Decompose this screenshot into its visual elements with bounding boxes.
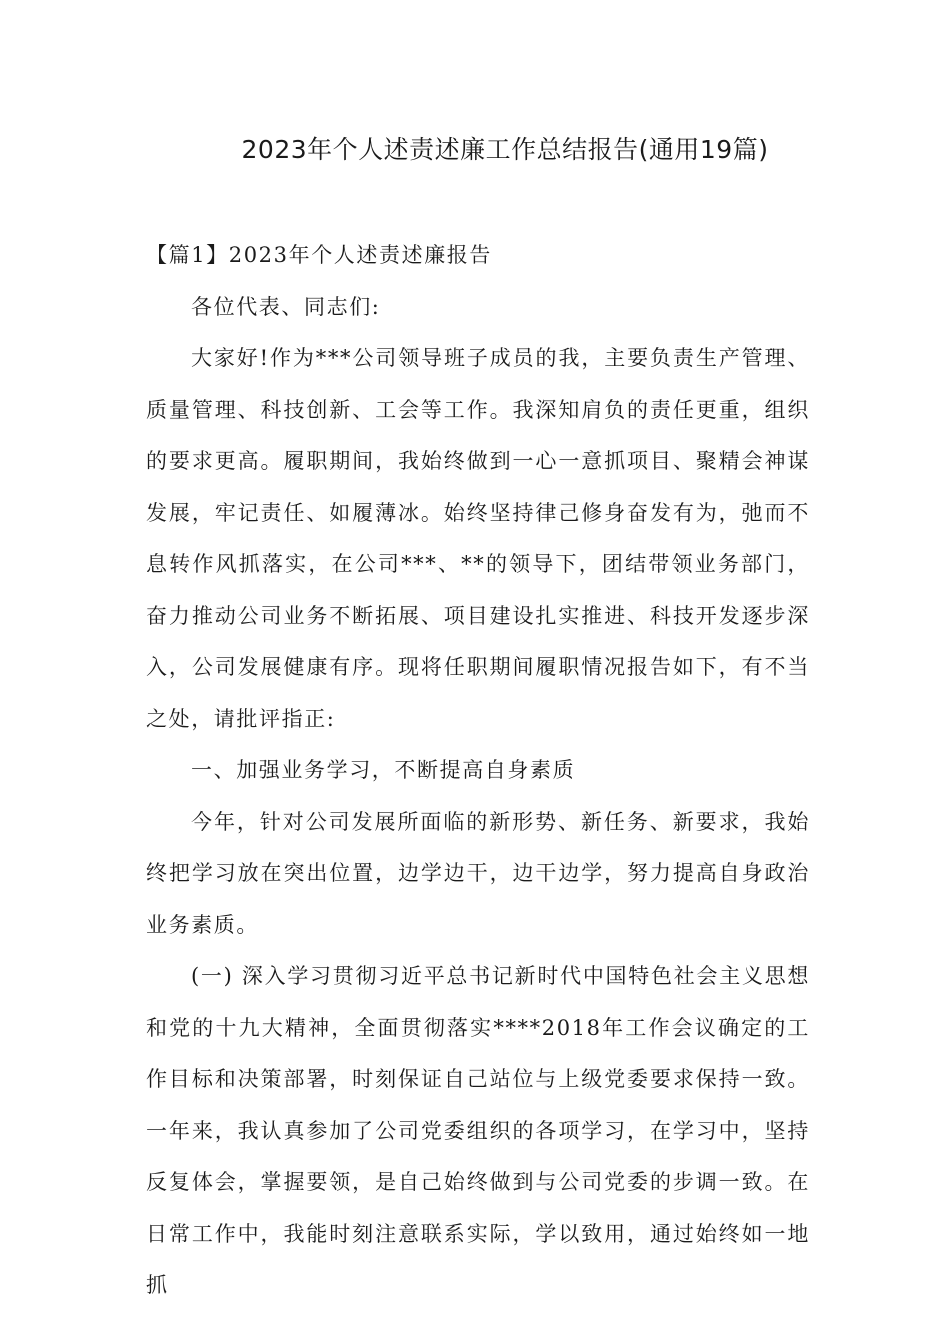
document-title: 2023年个人述责述廉工作总结报告(通用19篇) — [241, 135, 769, 164]
study-paragraph: 今年，针对公司发展所面临的新形势、新任务、新要求，我始终把学习放在突出位置，边学边干，边干边学，努力提高自身政治业务素质。 — [146, 809, 810, 937]
salutation-paragraph: 各位代表、同志们: — [191, 294, 381, 319]
section-heading: 【篇1】2023年个人述责述廉报告 — [146, 243, 493, 267]
point-one-paragraph: (一) 深入学习贯彻习近平总书记新时代中国特色社会主义思想和党的十九大精神，全面贯彻落实****2018年工作会议确定的工作目标和决策部署，时刻保证自己站位与上级党委要求保持一致。一年来，我认真参加了公司党委组织的各项学习，在学习中，坚持反复体会，掌握要领，是自己始终做到与公司党委的步调一致。在日常工作中，我能时刻注意联系实际，学以致用，通过始终如一地抓 — [146, 964, 810, 1297]
intro-paragraph: 大家好!作为***公司领导班子成员的我，主要负责生产管理、质量管理、科技创新、工会等工作。我深知肩负的责任更重，组织的要求更高。履职期间，我始终做到一心一意抓项目、聚精会神谋发展，牢记责任、如履薄冰。始终坚持律己修身奋发有为，弛而不息转作风抓落实，在公司***、**的领导下，团结带领业务部门，奋力推动公司业务不断拓展、项目建设扎实推进、科技开发逐步深入，公司发展健康有序。现将任职期间履职情况报告如下，有不当之处，请批评指正: — [146, 346, 810, 731]
document-body — [146, 230, 810, 1312]
subsection-heading: 一、加强业务学习，不断提高自身素质 — [191, 758, 576, 782]
